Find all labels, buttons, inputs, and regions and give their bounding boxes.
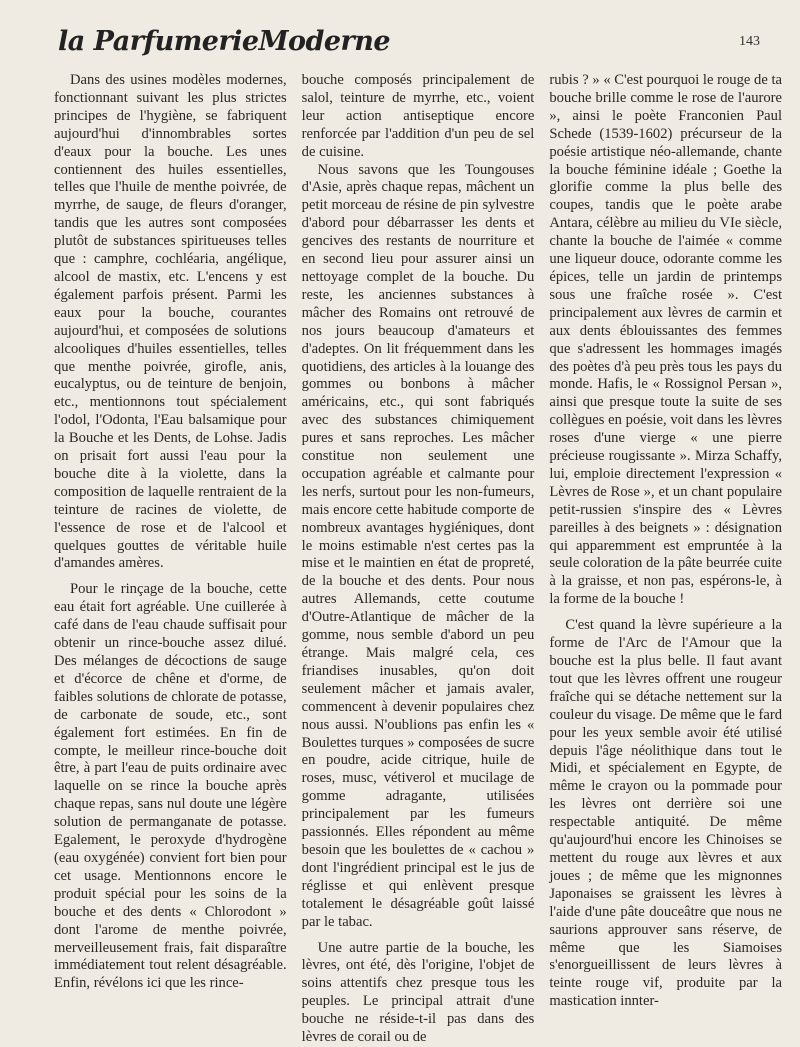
article-columns [54,72,783,1046]
paragraph: bouche composés principalement de salol, teinture de myrrhe, etc., voient leur action antiseptique encore renforcée par l'addition d'un peu de sel de cuisine. [301,72,535,160]
page-number: 143 [739,34,760,49]
column-3 [549,72,782,1017]
paragraph: Une autre partie de la bouche, les lèvres, ont été, dès l'origine, l'objet de soins attentifs chez presque tous les peuples. Le principal attrait d'une bouche ne réside-t-il pas dans des lèvres de corail ou de [301,939,535,1046]
paragraph: C'est quand la lèvre supérieure a la forme de l'Arc de l'Amour que la bouche est la plus belle. Il faut avant tout que les lèvres offrent une rougeur fraîche qui se détache nettement sur la couleur du visage. De même que le fard pour les yeux semble avoir été utilisé depuis l'âge néolithique dans tout le Midi, et spécialement en Egypte, de même le crayon ou la pommade pour les lèvres ont derrière soi une respectable antiquité. De même qu'aujourd'hui encore les Chinoises se mettent du rouge aux lèvres et aux joues ; de même que les mignonnes Japonaises se graissent les lèvres à l'aide d'une pâte douceâtre que nous ne saurions approuver sans réserve, de même que les Siamoises s'enorgueillissent de leurs lèvres à teinte rouge vif, produite par la mastication innter- [549,617,783,1010]
column-1 [54,72,287,1017]
paragraph: Nous savons que les Toungouses d'Asie, après chaque repas, mâchent un petit morceau de résine de pin sylvestre d'abord pour débarrasser les dents et gencives des restants de nourriture et en second lieu pour assurer ainsi un nettoyage complet de la bouche. Du reste, les anciennes substances à mâcher des Romains ont retrouvé de nos jours beaucoup d'amateurs et d'adeptes. On lit fréquemment dans les quotidiens, des articles à la louange des gommes ou bonbons à mâcher américains, etc., qui sont fabriqués avec des substances chimiquement pures et sans reproches. Les mâcher constitue non seulement une occupation agréable et calmante pour les nerfs, surtout pour les non-fumeurs, mais encore cette habitude comporte de nombreux avantages hygiéniques, dont le moins estimable n'est certes pas la mise et le maintien en état de propreté, de la bouche et des dents. Pour nous autres Allemands, cette coutume d'Outre-Atlantique de mâcher de la gomme, nous semble d'abord un peu étrange. Mais malgré cela, ces friandises inusables, qu'on doit seulement mâcher et jamais avaler, commencent à devenir populaires chez nous aussi. N'oublions pas enfin les « Boulettes turques » composées de sucre en poudre, acide citrique, huile de roses, musc, vétiverol et mucilage de gomme adragante, utilisées principalement par les fumeurs passionnés. Elles répondent au même besoin que les boulettes de « cachou » dont l'ingrédient principal est le jus de réglisse et qui enlèvent presque totalement le désagréable goût laissé par le tabac. [301,161,535,930]
paragraph: rubis ? » « C'est pourquoi le rouge de ta bouche brille comme le rose de l'aurore », ainsi le poète Franconien Paul Schede (1539-1602) précurseur de la poésie artistique néo-allemande, chante la bouche féminine idéale ; Goethe la glorifie comme la plus belle des coupes, tandis que le poète arabe Antara, célèbre au milieu du VIe siècle, chante la bouche de l'aimée « comme une liqueur douce, odorante comme les épices, telle un jardin de printemps sous une fraîche rosée ». C'est principalement aux lèvres de carmin et aux dents éblouissantes des femmes que s'adressent les hommages imagés des poètes d'à peu près tous les pays du monde. Hafis, le « Rossignol Persan », ainsi que presque toute la suite de ses collègues en poésie, voit dans les lèvres roses d'une vierge « une pierre précieuse rougissante ». Mirza Schaffy, lui, emploie directement l'expression « Lèvres de Rose », et un chant populaire petit-russien s'inspire des « Lèvres pareilles à des beignets » : désignation qui apparemment est empruntée à la seule coloration de la pâte beurrée cuite à la graisse, et non pas, espérons-le, à la forme de la bouche ! [549,72,783,608]
column-2 [301,72,535,1046]
paragraph: Pour le rinçage de la bouche, cette eau était fort agréable. Une cuillerée à café dans de l'eau chaude suffisait pour obtenir un rince-bouche assez dilué. Des mélanges de décoctions de sauge et d'écorce de chêne et d'orme, de faibles solutions de chlorate de potasse, de carbonate de soude, etc., sont également fort estimées. En fin de compte, le meilleur rince-bouche doit être, à part l'eau de puits ordinaire avec laquelle on se rince la bouche après chaque repas, sans nul doute une légère solution de permanganate de potasse. Egalement, le peroxyde d'hydrogène (eau oxygénée) convient fort bien pour cet usage. Mentionnons encore le produit spécial pour les soins de la bouche et des dents « Chlorodont » dont l'arome de menthe poivrée, merveilleusement frais, fait disparaître immédiatement tout relent désagréable. Enfin, révélons ici que les rince- [54,581,287,992]
masthead-logo: la ParfumerieModerne [58,26,391,57]
paragraph: Dans des usines modèles modernes, fonctionnant suivant les plus strictes principes de l'hygiène, se fabriquent aujourd'hui d'innombrables sortes d'eaux pour la bouche. Les unes contiennent des huiles essentielles, telles que l'huile de menthe poivrée, de myrrhe, de sauge, de fleurs d'oranger, tandis que les autres sont composées plutôt de substances spiritueuses telles que : camphre, cochléaria, angélique, alcool de mastix, etc. L'encens y est également parfois présent. Parmi les eaux pour la bouche, courantes aujourd'hui, et composées de solutions alcooliques d'huiles essentielles, telles que menthe poivrée, girofle, anis, eucalyptus, ou de teinture de benjoin, etc., mentionnons tout spécialement l'odol, l'Odonta, l'Eau balsamique pour la Bouche et les Dents, de Lohse. Jadis on prisait fort aussi l'eau pour la bouche dite à la violette, dans la composition de laquelle rentraient de la teinture de racines de violette, de l'essence de rose et de l'alcool et quelques gouttes de véritable huile d'amandes amères. [54,72,287,572]
